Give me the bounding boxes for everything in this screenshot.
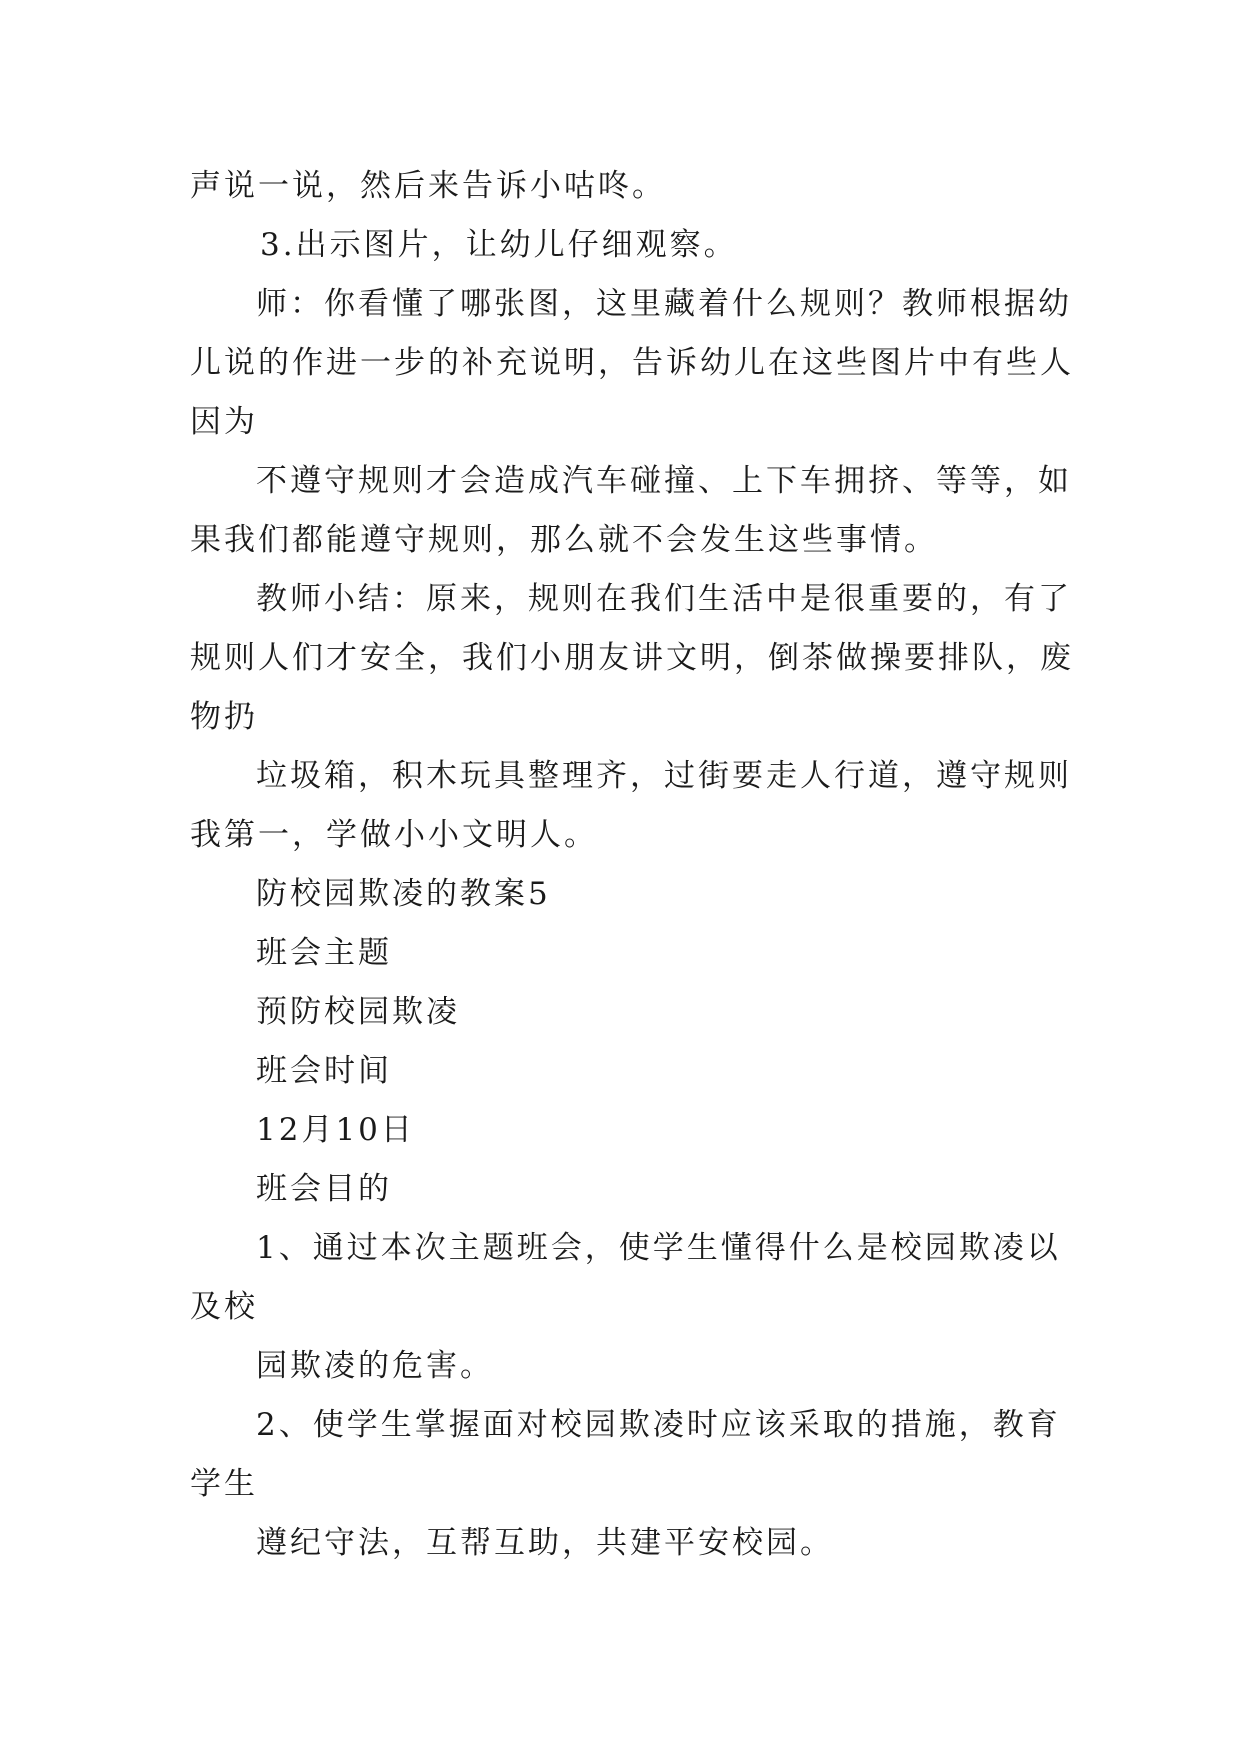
text-line: 班会主题 (256, 935, 392, 971)
text-line: 12月10日 (256, 1112, 415, 1148)
text-line: 果我们都能遵守规则，那么就不会发生这些事情。 (190, 522, 938, 558)
text-line: 我第一，学做小小文明人。 (190, 817, 598, 853)
text-line: 物扔 (190, 699, 258, 735)
text-line: 学生 (190, 1466, 258, 1502)
text-line: 班会时间 (256, 1053, 392, 1089)
text-line: 规则人们才安全，我们小朋友讲文明，倒茶做操要排队，废 (190, 640, 1074, 676)
text-line: 不遵守规则才会造成汽车碰撞、上下车拥挤、等等，如 (256, 463, 1072, 499)
text-line: 因为 (190, 404, 258, 440)
text-line: 1、通过本次主题班会，使学生懂得什么是校园欺凌以 (256, 1230, 1061, 1266)
text-line: 2、使学生掌握面对校园欺凌时应该采取的措施，教育 (256, 1407, 1061, 1443)
text-line: 声说一说，然后来告诉小咕咚。 (190, 168, 666, 204)
text-line: 及校 (190, 1289, 258, 1325)
text-line: 班会目的 (256, 1171, 392, 1207)
text-line: 儿说的作进一步的补充说明，告诉幼儿在这些图片中有些人 (190, 345, 1074, 381)
text-line: 教师小结：原来，规则在我们生活中是很重要的，有了 (256, 581, 1072, 617)
text-line: 垃圾箱，积木玩具整理齐，过街要走人行道，遵守规则 (256, 758, 1072, 794)
text-line: 预防校园欺凌 (256, 994, 460, 1030)
text-line: 遵纪守法，互帮互助，共建平安校园。 (256, 1525, 834, 1561)
text-line: 3.出示图片，让幼儿仔细观察。 (260, 227, 738, 263)
section-heading: 防校园欺凌的教案5 (256, 876, 551, 912)
text-line: 园欺凌的危害。 (256, 1348, 494, 1384)
text-line: 师：你看懂了哪张图，这里藏着什么规则？教师根据幼 (256, 286, 1072, 322)
